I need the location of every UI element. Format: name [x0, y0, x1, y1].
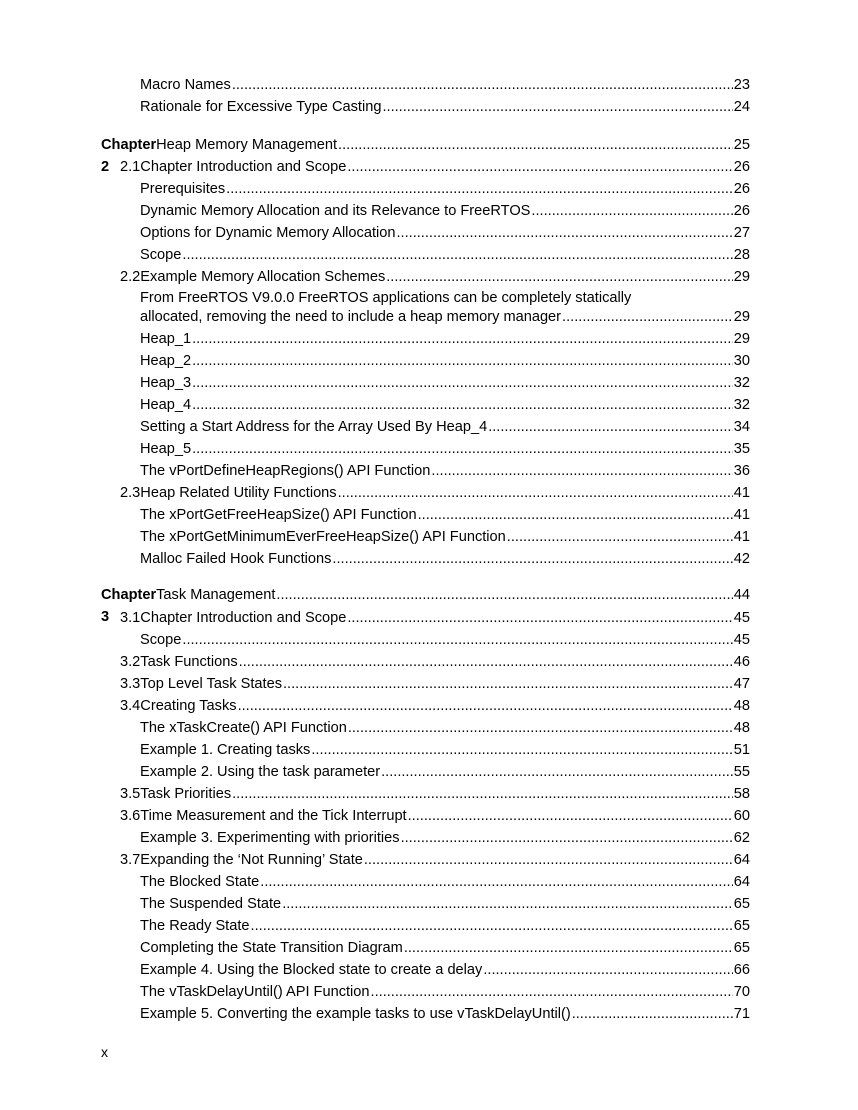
dot-leader [232, 783, 733, 805]
toc-entry-title: Malloc Failed Hook Functions [140, 551, 332, 567]
dot-leader [239, 651, 733, 673]
toc-entry-row [140, 416, 750, 438]
toc-entry-title: The Suspended State [140, 896, 282, 912]
dot-leader [276, 584, 732, 606]
toc-entry-row [140, 717, 750, 739]
toc-entry-title: Task Priorities [140, 786, 232, 802]
toc-entry-page: 55 [733, 764, 750, 780]
dot-leader [408, 805, 733, 827]
toc-entry-row [140, 761, 750, 783]
section-number: 3.1 [120, 610, 141, 626]
toc-entry-title: Prerequisites [140, 181, 226, 197]
chapter-number: Chapter 3 [101, 587, 157, 625]
dot-leader [192, 438, 733, 460]
toc-entry[interactable] [0, 893, 858, 915]
toc-entry-page: 45 [733, 610, 750, 626]
dot-leader [251, 915, 733, 937]
toc-entry[interactable] [0, 1003, 858, 1025]
dot-leader [338, 134, 733, 156]
dot-leader [488, 416, 733, 438]
toc-entry-page: 48 [733, 720, 750, 736]
dot-leader [238, 695, 733, 717]
toc-entry-page: 65 [733, 918, 750, 934]
toc-entry-title: The xPortGetFreeHeapSize() API Function [140, 507, 417, 523]
toc-entry[interactable] [0, 96, 858, 118]
toc-entry-row [140, 74, 750, 96]
toc-entry[interactable] [0, 328, 858, 350]
toc-entry-page: 36 [733, 463, 750, 479]
toc-entry-title: Task Functions [140, 654, 238, 670]
section-number: 3.3 [120, 676, 141, 692]
toc-entry-row [140, 871, 750, 893]
toc-entry-title: The vTaskDelayUntil() API Function [140, 984, 370, 1000]
toc-entry-row [140, 96, 750, 118]
toc-entry-page: 25 [733, 137, 750, 153]
dot-leader [531, 200, 732, 222]
toc-entry[interactable] [0, 827, 858, 849]
toc-entry-title: The vPortDefineHeapRegions() API Function [140, 463, 431, 479]
toc-entry-page: 51 [733, 742, 750, 758]
dot-leader [260, 871, 733, 893]
toc-entry-row [140, 629, 750, 651]
dot-leader [381, 761, 733, 783]
toc-entry-title: Top Level Task States [140, 676, 282, 692]
dot-leader [332, 548, 732, 570]
toc-entry[interactable] [0, 805, 858, 827]
toc-entry-title: Heap_2 [140, 353, 192, 369]
toc-entry-row [120, 783, 750, 805]
section-number: 3.4 [120, 698, 141, 714]
dot-leader [282, 893, 733, 915]
dot-leader [192, 350, 733, 372]
dot-leader [371, 981, 733, 1003]
toc-entry-page: 32 [733, 375, 750, 391]
toc-entry[interactable] [0, 937, 858, 959]
toc-entry[interactable] [0, 673, 858, 695]
dot-leader [483, 959, 732, 981]
toc-entry[interactable] [0, 438, 858, 460]
toc-entry[interactable] [0, 372, 858, 394]
toc-entry-page: 28 [733, 247, 750, 263]
toc-entry-page: 29 [733, 309, 750, 325]
toc-entry-row [140, 893, 750, 915]
toc-entry[interactable] [0, 849, 858, 871]
toc-entry-page: 41 [733, 507, 750, 523]
toc-entry-title: Options for Dynamic Memory Allocation [140, 225, 396, 241]
toc-entry-page: 60 [733, 808, 750, 824]
dot-leader [182, 244, 732, 266]
dot-leader [382, 96, 732, 118]
toc-entry-row [120, 673, 750, 695]
toc-entry[interactable] [0, 200, 858, 222]
toc-entry-title: Task Management [156, 587, 276, 603]
toc-entry-page: 26 [733, 181, 750, 197]
toc-entry-page: 29 [733, 269, 750, 285]
toc-entry-title: The xPortGetMinimumEverFreeHeapSize() API Function [140, 529, 506, 545]
dot-leader [431, 460, 732, 482]
toc-entry-row [140, 981, 750, 1003]
toc-entry-page: 44 [733, 587, 750, 603]
toc-entry-title: Chapter Introduction and Scope [140, 159, 347, 175]
dot-leader [192, 394, 733, 416]
toc-entry-title: Heap_1 [140, 331, 192, 347]
toc-entry-title: Example 2. Using the task parameter [140, 764, 381, 780]
toc-entry-row [140, 200, 750, 222]
toc-entry-title: Heap Related Utility Functions [140, 485, 337, 501]
toc-entry-page: 29 [733, 331, 750, 347]
dot-leader [283, 673, 733, 695]
toc-entry-title: Example Memory Allocation Schemes [140, 269, 386, 285]
toc-entry-title: Scope [140, 247, 182, 263]
toc-entry[interactable] [0, 504, 858, 526]
section-number: 3.7 [120, 852, 141, 868]
toc-entry-row [140, 504, 750, 526]
toc-entry[interactable] [0, 288, 858, 328]
toc-entry-page: 42 [733, 551, 750, 567]
toc-entry-title: Completing the State Transition Diagram [140, 940, 403, 956]
dot-leader [348, 717, 733, 739]
toc-entry-row [140, 244, 750, 266]
toc-entry-page: 24 [733, 99, 750, 115]
toc-entry-title: Time Measurement and the Tick Interrupt [140, 808, 407, 824]
dot-leader [347, 607, 732, 629]
toc-entry[interactable] [0, 695, 858, 717]
toc-entry-title: Dynamic Memory Allocation and its Relevance to FreeRTOS [140, 203, 531, 219]
toc-entry-row [120, 607, 750, 629]
toc-entry-row [140, 222, 750, 244]
dot-leader [396, 222, 732, 244]
dot-leader [182, 629, 732, 651]
toc-entry[interactable] [0, 178, 858, 200]
toc-entry-row [140, 394, 750, 416]
toc-entry[interactable] [0, 607, 858, 629]
toc-entry[interactable] [0, 548, 858, 570]
toc-entry[interactable] [0, 156, 858, 178]
toc-entry-row [120, 849, 750, 871]
toc-entry-row [120, 266, 750, 288]
toc-entry-row [140, 739, 750, 761]
toc-entry-title: Scope [140, 632, 182, 648]
toc-entry-page: 26 [733, 203, 750, 219]
toc-entry-row [120, 482, 750, 504]
toc-entry[interactable] [0, 915, 858, 937]
toc-entry[interactable] [0, 416, 858, 438]
toc-entry-title: The xTaskCreate() API Function [140, 720, 347, 736]
toc-entry-page: 27 [733, 225, 750, 241]
toc-entry[interactable] [0, 74, 858, 96]
dot-leader [562, 306, 733, 328]
toc-entry-row [140, 460, 750, 482]
dot-leader [232, 74, 733, 96]
dot-leader [386, 266, 733, 288]
toc-entry-page: 66 [733, 962, 750, 978]
section-number: 2.3 [120, 485, 141, 501]
section-number: 3.6 [120, 808, 141, 824]
dot-leader [192, 328, 733, 350]
toc-entry-row [140, 438, 750, 460]
toc-entry-row [120, 805, 750, 827]
toc-entry[interactable] [0, 739, 858, 761]
dot-leader [401, 827, 733, 849]
toc-entry-row [120, 651, 750, 673]
toc-entry[interactable] [0, 350, 858, 372]
toc-entry-page: 35 [733, 441, 750, 457]
toc-entry-page: 62 [733, 830, 750, 846]
toc-entry-title: Heap Memory Management [156, 137, 338, 153]
toc-entry-page: 26 [733, 159, 750, 175]
toc-entry-row [140, 959, 750, 981]
toc-entry[interactable] [0, 244, 858, 266]
section-number: 3.5 [120, 786, 141, 802]
toc-entry-title: Expanding the ‘Not Running’ State [140, 852, 363, 868]
toc-entry[interactable] [0, 222, 858, 244]
toc-entry[interactable] [0, 981, 858, 1003]
dot-leader [192, 372, 733, 394]
toc-entry-row [140, 372, 750, 394]
toc-entry[interactable] [0, 482, 858, 504]
dot-leader [364, 849, 733, 871]
toc-entry-page: 47 [733, 676, 750, 692]
toc-entry-page: 41 [733, 485, 750, 501]
toc-entry-title: Example 3. Experimenting with priorities [140, 830, 400, 846]
dot-leader [347, 156, 732, 178]
toc-entry-page: 70 [733, 984, 750, 1000]
toc-entry-page: 30 [733, 353, 750, 369]
toc-entry-row [140, 827, 750, 849]
toc-entry-title: From FreeRTOS V9.0.0 FreeRTOS applications can be completely statically [140, 290, 632, 306]
toc-entry-page: 41 [733, 529, 750, 545]
toc-entry-page: 48 [733, 698, 750, 714]
toc-entry-title: Example 1. Creating tasks [140, 742, 311, 758]
toc-entry-row [120, 156, 750, 178]
toc-entry[interactable] [0, 629, 858, 651]
toc-entry[interactable] [0, 394, 858, 416]
section-number: 2.1 [120, 159, 141, 175]
toc-entry[interactable] [0, 460, 858, 482]
toc-entry[interactable] [0, 266, 858, 288]
toc-entry[interactable] [0, 717, 858, 739]
dot-leader [311, 739, 732, 761]
toc-entry-title: Macro Names [140, 77, 231, 93]
toc-entry-title: The Ready State [140, 918, 250, 934]
dot-leader [507, 526, 733, 548]
section-number: 2.2 [120, 269, 141, 285]
toc-entry-title: Heap_3 [140, 375, 192, 391]
page-number: x [101, 1044, 108, 1060]
toc-entry-row [140, 350, 750, 372]
toc-entry[interactable] [0, 761, 858, 783]
toc-entry-page: 65 [733, 940, 750, 956]
dot-leader [418, 504, 733, 526]
toc-entry[interactable] [0, 651, 858, 673]
toc-entry-title: Heap_4 [140, 397, 192, 413]
toc-entry-title: Rationale for Excessive Type Casting [140, 99, 382, 115]
toc-entry-page: 64 [733, 874, 750, 890]
toc-entry-title: Creating Tasks [140, 698, 237, 714]
toc-entry-title: Heap_5 [140, 441, 192, 457]
toc-entry-title: Setting a Start Address for the Array Used By Heap_4 [140, 419, 488, 435]
toc-entry-row [120, 695, 750, 717]
toc-entry-title: The Blocked State [140, 874, 260, 890]
chapter-number: Chapter 2 [101, 137, 157, 175]
toc-entry[interactable] [0, 783, 858, 805]
toc-entry-title: Example 4. Using the Blocked state to create a delay [140, 962, 483, 978]
toc-entry-page: 34 [733, 419, 750, 435]
toc-entry[interactable] [0, 871, 858, 893]
toc-entry-row [140, 328, 750, 350]
toc-entry-page: 45 [733, 632, 750, 648]
dot-leader [226, 178, 733, 200]
toc-entry-page: 65 [733, 896, 750, 912]
toc-entry-row [140, 1003, 750, 1025]
toc-entry-page: 32 [733, 397, 750, 413]
toc-entry-row [140, 306, 750, 328]
toc-entry-page: 23 [733, 77, 750, 93]
toc-entry[interactable] [0, 526, 858, 548]
dot-leader [572, 1003, 733, 1025]
toc-entry-row [140, 548, 750, 570]
dot-leader [404, 937, 733, 959]
toc-entry-title: Example 5. Converting the example tasks to use vTaskDelayUntil() [140, 1006, 571, 1022]
toc-entry-row [140, 526, 750, 548]
toc-entry-title: Chapter Introduction and Scope [140, 610, 347, 626]
toc-entry-page: 58 [733, 786, 750, 802]
section-number: 3.2 [120, 654, 141, 670]
toc-entry-page: 71 [733, 1006, 750, 1022]
toc-entry-page: 64 [733, 852, 750, 868]
toc-entry-row [140, 915, 750, 937]
toc-entry-row [140, 178, 750, 200]
toc-entry-page: 46 [733, 654, 750, 670]
toc-entry[interactable] [0, 959, 858, 981]
toc-entry-row [140, 937, 750, 959]
toc-entry-title: allocated, removing the need to include a heap memory manager [140, 309, 562, 325]
dot-leader [338, 482, 733, 504]
